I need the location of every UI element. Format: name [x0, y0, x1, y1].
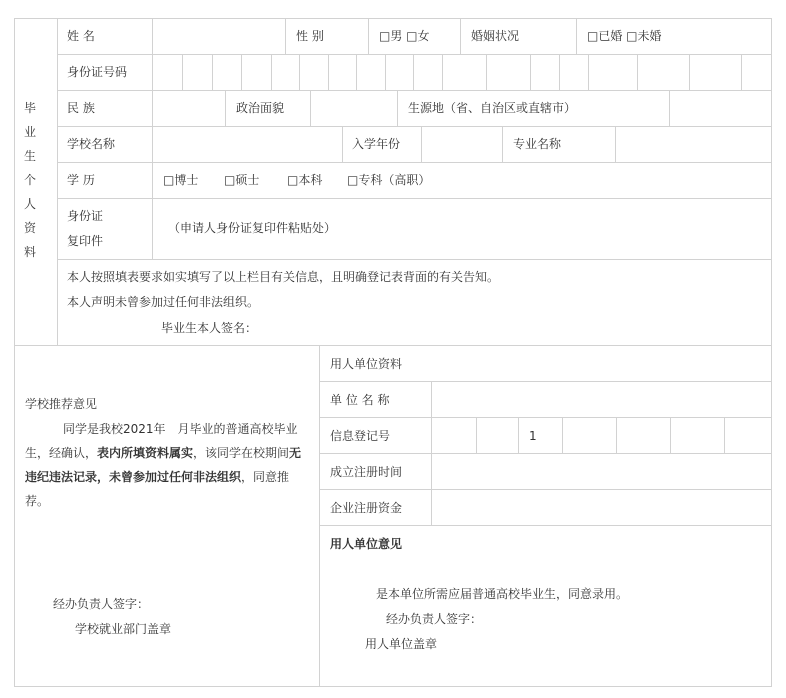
marital-status-options[interactable]: □已婚 □未婚: [587, 29, 662, 43]
school-text-part: ，该同学在校期间: [193, 446, 290, 460]
enroll-year-label: 入学年份: [352, 137, 401, 151]
col-line: [559, 54, 560, 91]
col-line: [615, 126, 616, 163]
school-signer-label: 经办负责人签字：: [53, 597, 150, 611]
school-opinion-title: 学校推荐意见: [25, 397, 98, 411]
row-line: [319, 453, 772, 454]
name-label: 姓 名: [67, 29, 95, 43]
col-line: [152, 54, 153, 91]
border-top: [14, 18, 772, 19]
border-bottom: [14, 686, 772, 687]
section-divider: [57, 18, 58, 346]
col-line: [562, 417, 563, 454]
col-line: [385, 54, 386, 91]
graduate-signature-label: 毕业生本人签名：: [161, 321, 258, 335]
edu-option-college[interactable]: □专科（高职）: [347, 173, 431, 187]
employer-opinion-text: 是本单位所需应届普通高校毕业生，同意录用。: [376, 587, 629, 601]
school-text-bold: 无违纪违法记录，未曾参加过任何非法组织: [25, 446, 302, 484]
col-line: [431, 381, 432, 526]
col-line: [152, 198, 153, 260]
row-line: [57, 198, 772, 199]
row-line: [319, 489, 772, 490]
col-line: [413, 54, 414, 91]
declaration-line-1: 本人按照填表要求如实填写了以上栏目有关信息，且明确登记表背面的有关告知。: [67, 270, 500, 284]
col-line: [212, 54, 213, 91]
school-stamp-label: 学校就业部门盖章: [75, 622, 172, 636]
col-line: [182, 54, 183, 91]
col-line: [576, 18, 577, 55]
bottom-divider: [319, 345, 320, 687]
id-copy-paste-area: （申请人身份证复印件粘贴处）: [168, 221, 337, 235]
section-label-graduate: 毕 业 生 个 人 资 料: [23, 101, 36, 259]
id-copy-label-line2: 复印件: [67, 234, 104, 248]
edu-option-bachelor[interactable]: □本科: [287, 173, 323, 187]
col-line: [502, 126, 503, 163]
col-line: [616, 417, 617, 454]
employer-opinion-title: 用人单位意见: [330, 537, 403, 551]
col-line: [670, 417, 671, 454]
row-line: [319, 417, 772, 418]
col-line: [669, 90, 670, 127]
border-right: [771, 18, 772, 687]
school-text-bold: 表内所填资料属实: [97, 446, 194, 460]
edu-option-master[interactable]: □硕士: [224, 173, 260, 187]
row-line: [57, 259, 772, 260]
school-name-label: 学校名称: [67, 137, 116, 151]
col-line: [724, 417, 725, 454]
major-label: 专业名称: [513, 137, 562, 151]
row-line: [57, 90, 772, 91]
col-line: [476, 417, 477, 454]
col-line: [271, 54, 272, 91]
row-line: [319, 381, 772, 382]
row-line: [57, 54, 772, 55]
col-line: [356, 54, 357, 91]
employer-signer-label: 经办负责人签字：: [386, 612, 483, 626]
id-copy-label-line1: 身份证: [67, 209, 104, 223]
ethnicity-label: 民 族: [67, 101, 95, 115]
marital-status-label: 婚姻状况: [471, 29, 520, 43]
origin-label: 生源地（省、自治区或直辖市）: [408, 101, 577, 115]
col-line: [689, 54, 690, 91]
col-line: [397, 90, 398, 127]
col-line: [285, 18, 286, 55]
reg-number-label: 信息登记号: [330, 429, 391, 443]
gender-label: 性 别: [296, 29, 324, 43]
row-line: [14, 345, 772, 346]
col-line: [460, 18, 461, 55]
col-line: [486, 54, 487, 91]
row-line: [319, 525, 772, 526]
col-line: [241, 54, 242, 91]
border-left: [14, 18, 15, 687]
employer-stamp-label: 用人单位盖章: [365, 637, 438, 651]
employer-section-title: 用人单位资料: [330, 357, 403, 371]
col-line: [225, 90, 226, 127]
col-line: [530, 54, 531, 91]
col-line: [328, 54, 329, 91]
reg-number-digit: 1: [529, 429, 537, 443]
school-text-part: ，同意推荐。: [25, 470, 290, 508]
education-label: 学 历: [67, 173, 95, 187]
id-number-label: 身份证号码: [67, 65, 128, 79]
col-line: [152, 90, 153, 127]
col-line: [741, 54, 742, 91]
school-opinion-text: [25, 417, 310, 513]
name-field[interactable]: [153, 19, 285, 54]
registered-capital-label: 企业注册资金: [330, 501, 403, 515]
col-line: [342, 126, 343, 163]
col-line: [299, 54, 300, 91]
row-line: [57, 126, 772, 127]
col-line: [368, 18, 369, 55]
row-line: [57, 162, 772, 163]
col-line: [310, 90, 311, 127]
col-line: [152, 126, 153, 163]
school-text-part: 同学是我校2021年 月毕业的普通高校毕业生，经确认，: [25, 422, 298, 460]
col-line: [518, 417, 519, 454]
edu-option-phd[interactable]: □博士: [163, 173, 199, 187]
col-line: [152, 162, 153, 199]
col-line: [442, 54, 443, 91]
col-line: [421, 126, 422, 163]
col-line: [637, 54, 638, 91]
col-line: [588, 54, 589, 91]
declaration-line-2: 本人声明未曾参加过任何非法组织。: [67, 295, 260, 309]
gender-options[interactable]: □男 □女: [379, 29, 430, 43]
founded-date-label: 成立注册时间: [330, 465, 403, 479]
unit-name-label: 单 位 名 称: [330, 393, 390, 407]
political-status-label: 政治面貌: [236, 101, 285, 115]
